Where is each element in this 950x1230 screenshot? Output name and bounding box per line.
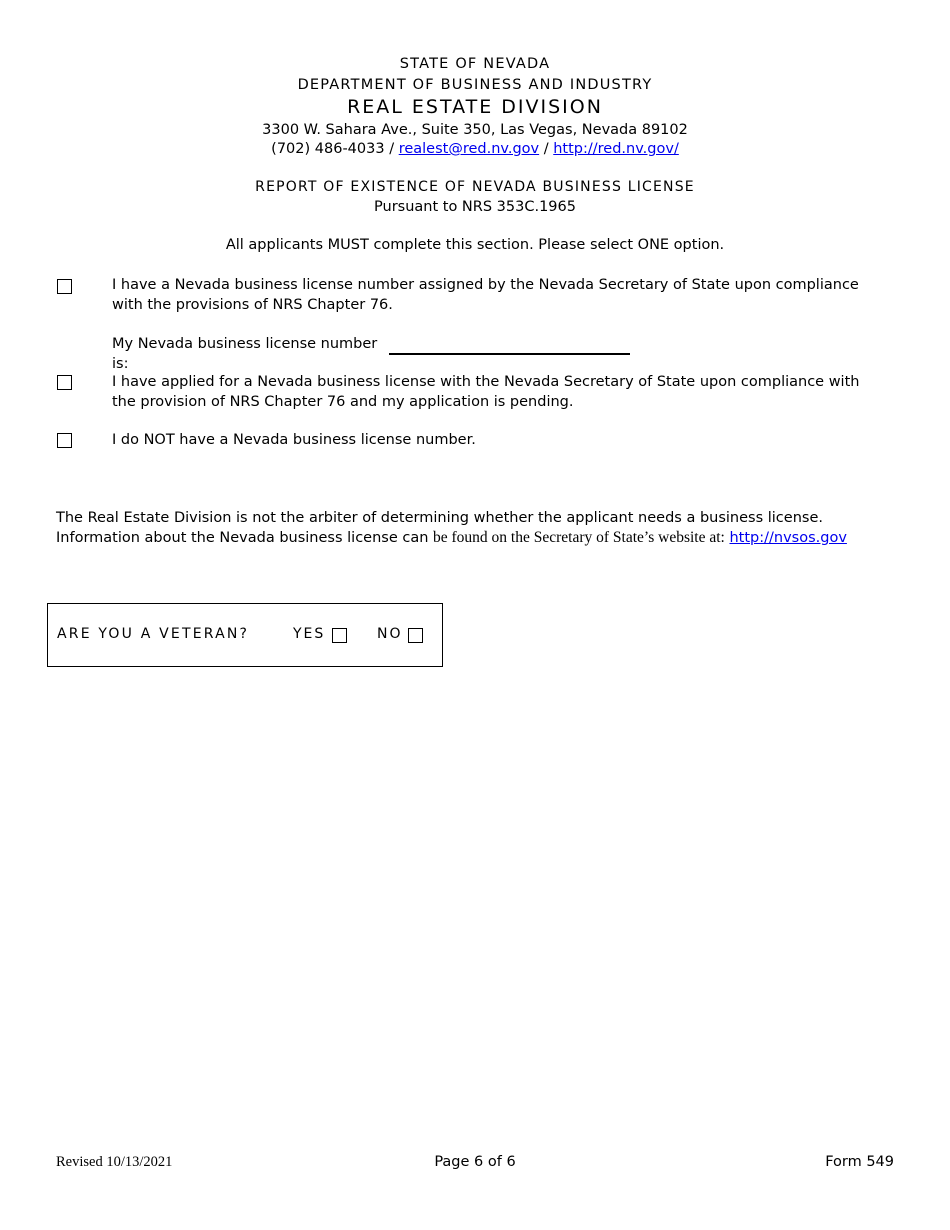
contact-separator: /	[543, 141, 549, 157]
veteran-yes-label: YES	[293, 626, 326, 642]
footer-revised: Revised 10/13/2021	[56, 1154, 173, 1170]
option-no-license-text: I do NOT have a Nevada business license number.	[112, 432, 476, 448]
option-applied-checkbox[interactable]	[57, 375, 72, 390]
veteran-no-checkbox[interactable]	[408, 628, 423, 643]
veteran-no-label: NO	[377, 626, 403, 642]
veteran-question: ARE YOU A VETERAN?	[57, 626, 250, 642]
department-heading: DEPARTMENT OF BUSINESS AND INDUSTRY	[297, 77, 653, 93]
website-link[interactable]: http://red.nv.gov/	[553, 141, 679, 157]
veteran-box	[47, 603, 443, 667]
business-license-note	[56, 508, 886, 548]
footer-page-number: Page 6 of 6	[434, 1154, 516, 1170]
note-text-part2: be found on the Secretary of State’s website at:	[433, 529, 725, 546]
instruction-text: All applicants MUST complete this section. Please select ONE option.	[225, 237, 725, 253]
option-applied-text: I have applied for a Nevada business license with the Nevada Secretary of State upon compliance with the provision of NRS Chapter 76 and my application is pending.	[112, 374, 860, 410]
email-link[interactable]: realest@red.nv.gov	[398, 141, 540, 157]
license-number-field[interactable]	[389, 353, 630, 355]
veteran-yes-checkbox[interactable]	[332, 628, 347, 643]
nvsos-link[interactable]: http://nvsos.gov	[729, 530, 847, 546]
address-line: 3300 W. Sahara Ave., Suite 350, Las Vegas, Nevada 89102	[262, 122, 688, 138]
note-text-part1: The Real Estate Division is not the arbiter of determining whether the applicant needs a business license. Information about the Nevada business license can	[56, 510, 823, 546]
contact-line	[0, 141, 950, 157]
report-subtitle: Pursuant to NRS 353C.1965	[374, 199, 576, 215]
option-has-license-checkbox[interactable]	[57, 279, 72, 294]
state-heading: STATE OF NEVADA	[399, 56, 551, 72]
footer-form-number: Form 549	[825, 1154, 894, 1170]
option-no-license-checkbox[interactable]	[57, 433, 72, 448]
license-number-label: My Nevada business license number is:	[112, 336, 378, 372]
option-has-license-text: I have a Nevada business license number assigned by the Nevada Secretary of State upon compliance with the provisions of NRS Chapter 76.	[112, 277, 859, 313]
division-heading: REAL ESTATE DIVISION	[347, 96, 603, 118]
report-title: REPORT OF EXISTENCE OF NEVADA BUSINESS LICENSE	[255, 179, 695, 195]
phone-text: (702) 486-4033 /	[271, 141, 395, 157]
